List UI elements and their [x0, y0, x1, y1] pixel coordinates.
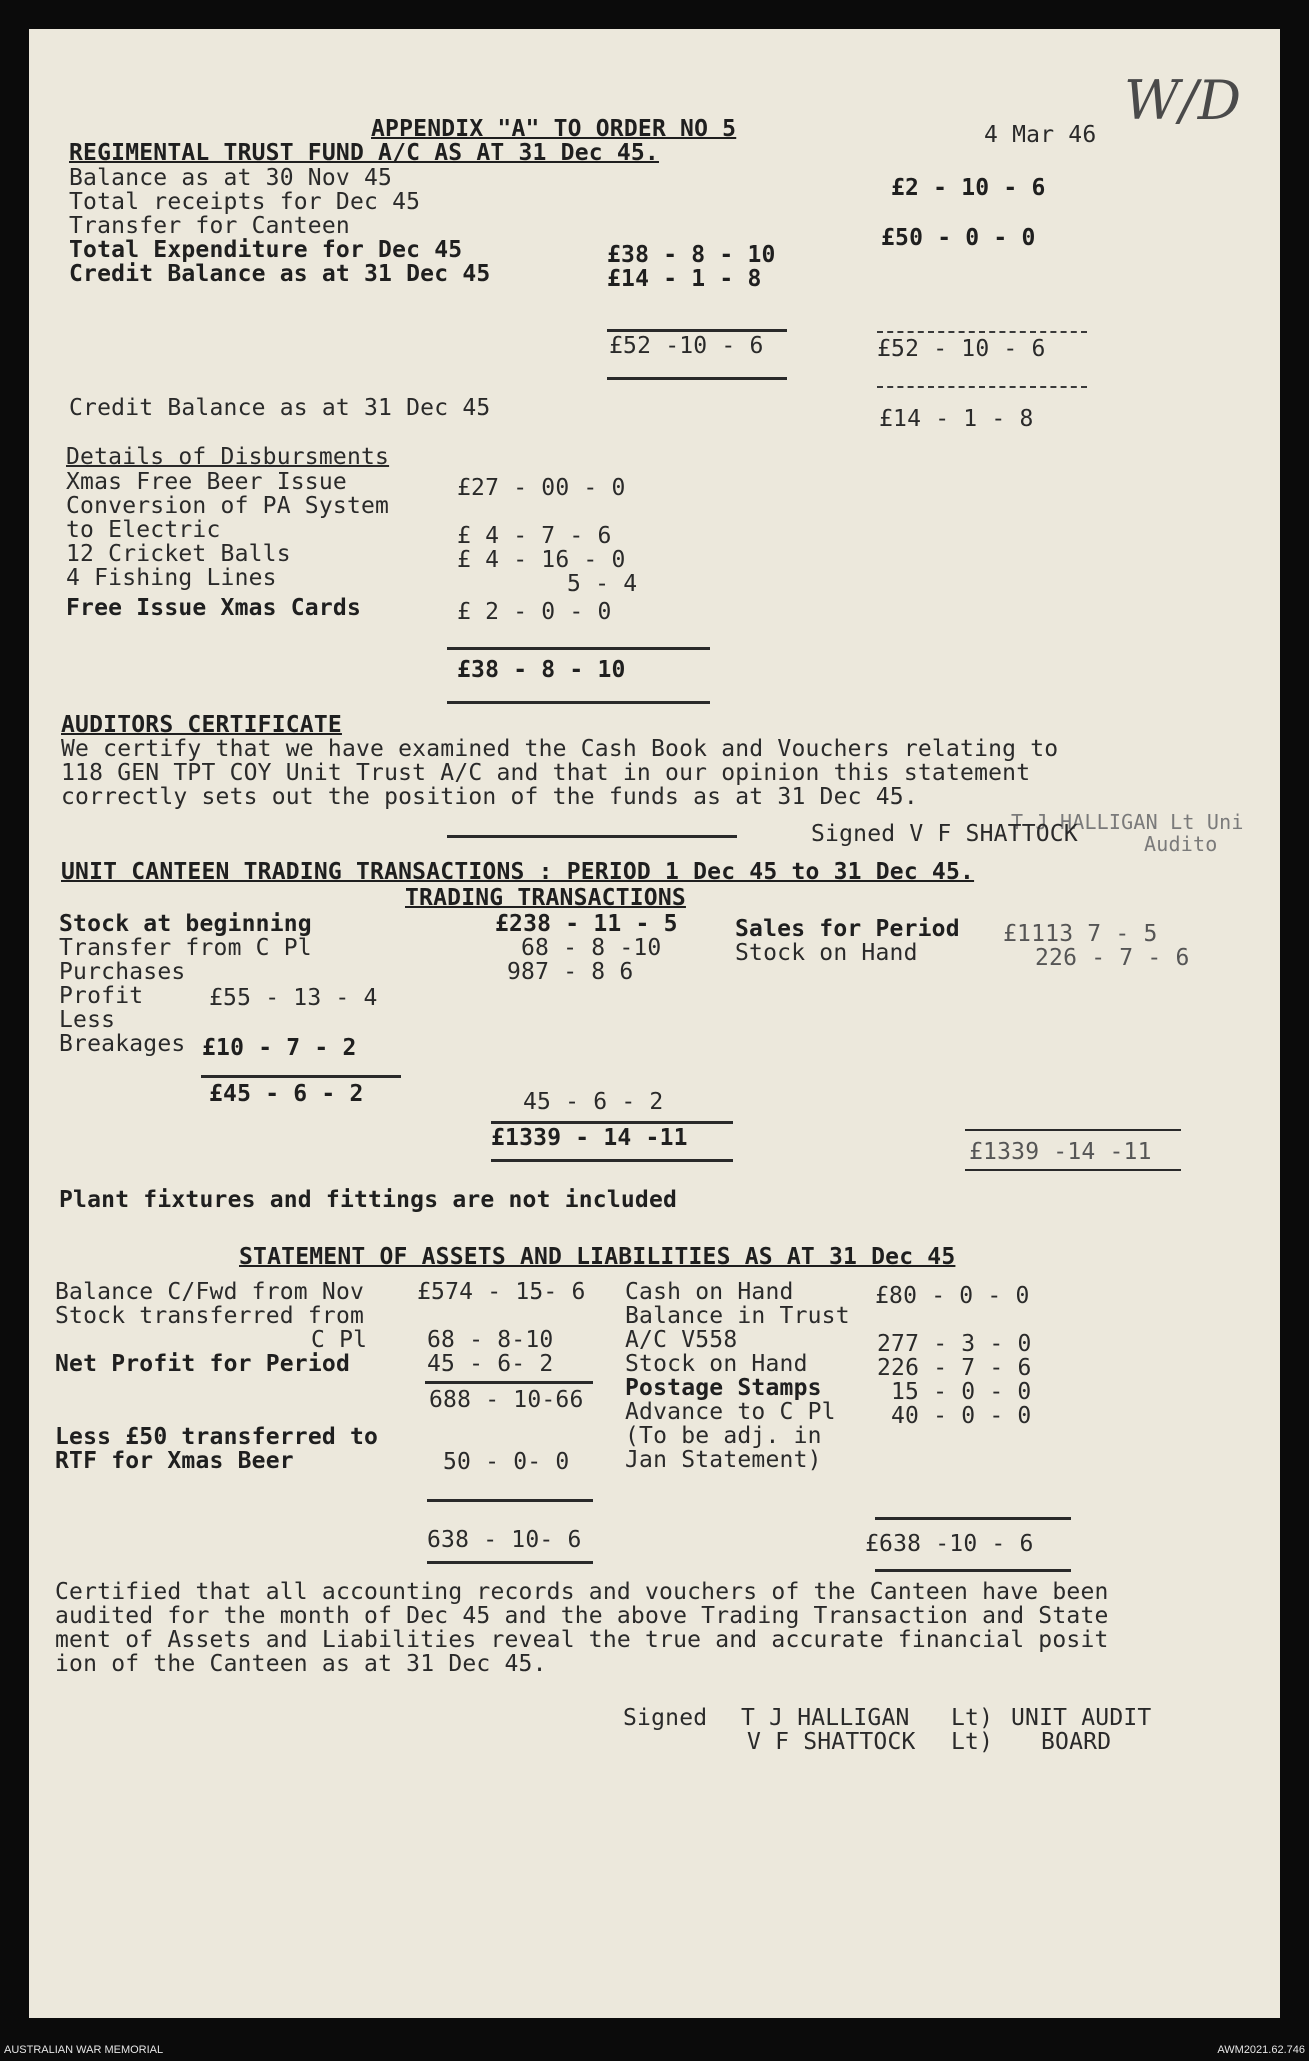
disbursement-label: 12 Cricket Balls [66, 541, 291, 567]
overtyped-role: Audito [1144, 832, 1218, 856]
rule [425, 1381, 593, 1384]
disbursement-amount: £ 4 - 7 - 6 [457, 523, 612, 549]
rule [447, 701, 710, 704]
assets-subtotal: 688 - 10-66 [429, 1387, 584, 1413]
less-label: Less £50 transferred to [55, 1424, 379, 1450]
rule [965, 1129, 1181, 1131]
rtf-right-value: £2 - 10 - 6 [891, 175, 1046, 201]
auditors-heading: AUDITORS CERTIFICATE [61, 712, 342, 738]
signature-role: BOARD [1041, 1729, 1112, 1755]
fixtures-note: Plant fixtures and fittings are not included [59, 1187, 678, 1213]
rtf-right-value: £50 - 0 - 0 [881, 225, 1036, 251]
trading-label: Breakages [59, 1031, 186, 1057]
rtf-heading: REGIMENTAL TRUST FUND A/C AS AT 31 Dec 45. [69, 140, 659, 166]
trading-label: Stock at beginning [59, 911, 312, 937]
rtf-line: Balance as at 30 Nov 45 [69, 165, 393, 191]
trading-value: 987 - 8 6 [507, 959, 634, 985]
disbursement-label: Xmas Free Beer Issue [66, 469, 347, 495]
auditors-signed: Signed V F SHATTOCK [811, 821, 1078, 847]
signature-role: UNIT AUDIT [1011, 1705, 1152, 1731]
trading-subheading: TRADING TRANSACTIONS [405, 885, 686, 911]
rule [875, 1569, 1071, 1572]
canteen-heading: UNIT CANTEEN TRADING TRANSACTIONS : PERIOD 1 Dec 45 to 31 Dec 45. [61, 859, 975, 885]
rule [875, 1517, 1071, 1520]
signature-rank: Lt) [951, 1729, 994, 1755]
assets-right-label: Balance in Trust [625, 1303, 850, 1329]
overtyped-name: T J HALLIGAN Lt Uni [1011, 810, 1244, 834]
disbursement-label: to Electric [66, 517, 221, 543]
assets-left-label: C Pl [311, 1327, 368, 1353]
disbursement-amount: £ 4 - 16 - 0 [457, 547, 626, 573]
rtf-line: Total receipts for Dec 45 [69, 189, 421, 215]
assets-right-label: Stock on Hand [625, 1351, 808, 1377]
less-label: RTF for Xmas Beer [55, 1448, 294, 1474]
rtf-line: Credit Balance as at 31 Dec 45 [69, 261, 491, 287]
rule [607, 377, 787, 380]
rule [491, 1159, 733, 1162]
assets-right-amount: 40 - 0 - 0 [891, 1403, 1032, 1429]
rule [965, 1169, 1181, 1171]
rtf-credit-value: £14 - 1 - 8 [879, 406, 1034, 432]
assets-left-label: Stock transferred from [55, 1303, 365, 1329]
document-page [29, 29, 1280, 2018]
disbursement-amount: £27 - 00 - 0 [457, 475, 626, 501]
signature-name: V F SHATTOCK [747, 1729, 916, 1755]
footer-reference: AWM2021.62.746 [1217, 2044, 1305, 2056]
rtf-line: Transfer for Canteen [69, 213, 350, 239]
rtf-line: Total Expenditure for Dec 45 [69, 237, 463, 263]
certified-line: Certified that all accounting records and vouchers of the Canteen have been [55, 1579, 1109, 1605]
stock-value: 226 - 7 - 6 [1035, 945, 1190, 971]
assets-left-amount: 45 - 6- 2 [427, 1351, 554, 1377]
assets-left-amount: £574 - 15- 6 [417, 1279, 586, 1305]
signature-signed: Signed [623, 1705, 708, 1731]
disbursement-amount: 5 - 4 [567, 571, 638, 597]
less-amount: 50 - 0- 0 [443, 1449, 570, 1475]
trading-label: Purchases [59, 959, 186, 985]
disbursement-label: Free Issue Xmas Cards [66, 595, 361, 621]
trading-label: Less [59, 1007, 116, 1033]
rule [877, 331, 1087, 333]
handwritten-mark: W/D [1124, 69, 1241, 132]
assets-right-label: Postage Stamps [625, 1375, 822, 1401]
rtf-mid-value: £38 - 8 - 10 [607, 242, 776, 268]
signature-rank: Lt) [951, 1705, 994, 1731]
net-profit-column: 45 - 6 - 2 [523, 1089, 664, 1115]
assets-right-label: (To be adj. in [625, 1423, 822, 1449]
sales-value: £1113 7 - 5 [1003, 921, 1158, 947]
assets-left-amount: 68 - 8-10 [427, 1327, 554, 1353]
trading-right-total: £1339 -14 -11 [969, 1139, 1152, 1165]
assets-right-amount: 277 - 3 - 0 [877, 1331, 1032, 1357]
disbursements-heading: Details of Disbursments [66, 444, 390, 470]
assets-left-total: 638 - 10- 6 [427, 1527, 582, 1553]
sales-label: Sales for Period [735, 916, 960, 942]
rtf-mid-value: £14 - 1 - 8 [607, 266, 762, 292]
assets-right-amount: £80 - 0 - 0 [875, 1283, 1030, 1309]
rtf-mid-total: £52 -10 - 6 [609, 333, 764, 359]
assets-right-amount: 15 - 0 - 0 [891, 1379, 1032, 1405]
assets-right-label: Cash on Hand [625, 1279, 794, 1305]
auditors-line: correctly sets out the position of the funds as at 31 Dec 45. [61, 784, 918, 810]
rule [491, 1121, 733, 1124]
auditors-line: 118 GEN TPT COY Unit Trust A/C and that in our opinion this statement [61, 760, 1031, 786]
trading-left-total: £1339 - 14 -11 [491, 1125, 688, 1151]
rule [427, 1499, 593, 1502]
assets-right-total: £638 -10 - 6 [865, 1531, 1034, 1557]
signature-name: T J HALLIGAN [741, 1705, 910, 1731]
document-title: APPENDIX "A" TO ORDER NO 5 [371, 116, 737, 142]
rtf-right-total: £52 - 10 - 6 [877, 336, 1046, 362]
rule [427, 1561, 593, 1564]
rule [447, 647, 710, 650]
certified-line: ion of the Canteen as at 31 Dec 45. [55, 1651, 547, 1677]
assets-right-amount: 226 - 7 - 6 [877, 1355, 1032, 1381]
net-profit: £45 - 6 - 2 [209, 1081, 364, 1107]
auditors-line: We certify that we have examined the Cash Book and Vouchers relating to [61, 736, 1059, 762]
trading-value: 68 - 8 -10 [521, 935, 662, 961]
disbursements-total: £38 - 8 - 10 [457, 657, 626, 683]
stock-label: Stock on Hand [735, 940, 918, 966]
assets-left-label: Balance C/Fwd from Nov [55, 1279, 365, 1305]
rule [877, 386, 1087, 388]
disbursement-amount: £ 2 - 0 - 0 [457, 599, 612, 625]
breakages-value: £10 - 7 - 2 [202, 1035, 357, 1061]
certified-line: ment of Assets and Liabilities reveal the true and accurate financial posit [55, 1627, 1109, 1653]
signature-line [447, 835, 737, 838]
assets-heading: STATEMENT OF ASSETS AND LIABILITIES AS AT 31 Dec 45 [239, 1244, 956, 1270]
rule [201, 1075, 401, 1078]
profit-value: £55 - 13 - 4 [209, 985, 378, 1011]
document-date: 4 Mar 46 [984, 122, 1097, 148]
disbursement-label: Conversion of PA System [66, 493, 390, 519]
trading-value: £238 - 11 - 5 [495, 911, 678, 937]
assets-right-label: Advance to C Pl [625, 1399, 836, 1425]
assets-right-label: A/C V558 [625, 1327, 738, 1353]
rule [607, 329, 787, 332]
footer-source: AUSTRALIAN WAR MEMORIAL [4, 2044, 164, 2056]
rtf-credit-line: Credit Balance as at 31 Dec 45 [69, 395, 491, 421]
trading-label: Profit [59, 983, 144, 1009]
assets-right-label: Jan Statement) [625, 1447, 822, 1473]
assets-left-label: Net Profit for Period [55, 1351, 350, 1377]
trading-label: Transfer from C Pl [59, 935, 312, 961]
certified-line: audited for the month of Dec 45 and the above Trading Transaction and State [55, 1603, 1109, 1629]
disbursement-label: 4 Fishing Lines [66, 565, 277, 591]
